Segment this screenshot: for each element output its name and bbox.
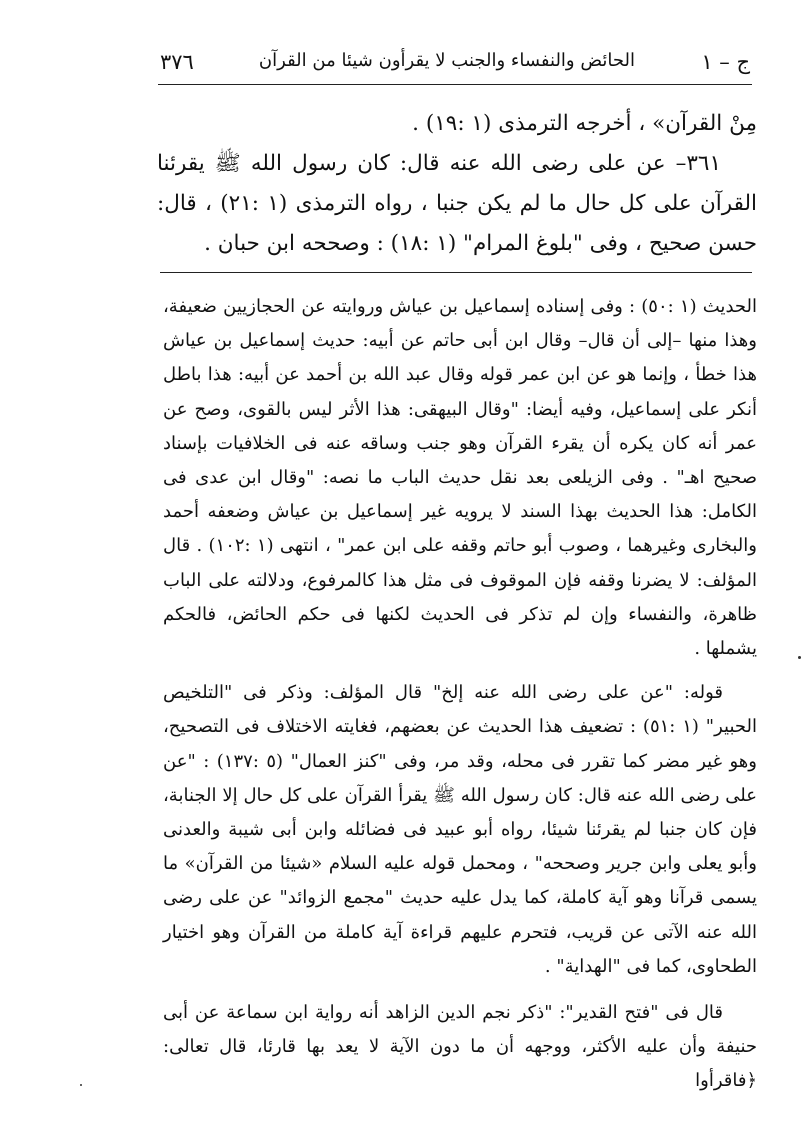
page-header — [160, 48, 750, 82]
footnote-separator-rule — [160, 272, 752, 273]
volume-label: ج – ١ — [701, 50, 750, 74]
scan-speck — [80, 1084, 82, 1086]
scan-speck — [798, 656, 801, 659]
header-rule — [158, 84, 752, 85]
commentary-paragraph-3: قال فى "فتح القدير": "ذكر نجم الدين الزاهد أنه رواية ابن سماعة عن أبى حنيفة وأن عليه الأكثر، ووجهه أن ما دون الآية لا يعد بها قارئا، قال تعالى: ﴿فاقرأوا — [163, 1002, 757, 1092]
main-paragraph-1: مِنْ القرآن» ، أخرجه الترمذى (١ :١٩) . — [412, 111, 757, 136]
hadith-361: ٣٦١– عن على رضى الله عنه قال: كان رسول الله ﷺ يقرئنا القرآن على كل حال ما لم يكن جنبا ، رواه الترمذى (١ :٢١) ، قال: حسن صحيح ، وفى "بلوغ المرام" (١ :١٨) : وصححه ابن حبان . — [157, 151, 757, 256]
commentary-text — [163, 290, 757, 1099]
running-title: الحائض والنفساء والجنب لا يقرأون شيئا من القرآن — [258, 50, 635, 71]
main-text — [157, 104, 757, 264]
commentary-paragraph-1: الحديث (١ :٥٠) : وفى إسناده إسماعيل بن عياش وروايته عن الحجازيين ضعيفة، وهذا منها –إلى أن قال– وقال ابن أبى حاتم عن أبيه: حديث إسماعيل بن عياش هذا خطأ ، وإنما هو عن ابن عمر قوله وقال عبد الله بن أحمد عن أبيه: هذا باطل أنكر على إسماعيل، وفيه أيضا: "وقال البيهقى: هذا الأثر ليس بالقوى، وصح عن عمر أنه كان يكره أن يقرء القرآن وهو جنب وساقه عنه فى الخلافيات بإسناد صحيح اهـ" . وفى الزيلعى بعد نقل حديث الباب ما نصه: "وقال ابن عدى فى الكامل: هذا الحديث بهذا السند لا يرويه غير إسماعيل بن عياش وضعفه أحمد والبخارى وغيرهما ، وصوب أبو حاتم وقفه على ابن عمر" ، انتهى (١ :١٠٢) . قال المؤلف: لا يضرنا وقفه فإن الموقوف فى مثل هذا كالمرفوع، ودلالته على الباب ظاهرة، والنفساء وإن لم تذكر فى الحديث لكنها فى حكم الحائض، فالحكم يشملها . — [163, 296, 757, 660]
page-number: ٣٧٦ — [160, 50, 194, 74]
commentary-paragraph-2: قوله: "عن على رضى الله عنه إلخ" قال المؤلف: وذكر فى "التلخيص الحبير" (١ :٥١) : تضعيف هذا الحديث عن بعضهم، فغايته الاختلاف فى التصحيح، وهو غير مضر كما تقرر فى محله، وقد مر، وفى "كنز العمال" (٥ :١٣٧) : "عن على رضى الله عنه قال: كان رسول الله ﷺ يقرأ القرآن على كل حال إلا الجنابة، فإن كان جنبا لم يقرئنا شيئا، رواه أبو عبيد فى فضائله وابن أبى شيبة والعدنى وأبو يعلى وابن جرير وصححه" ، ومحمل قوله عليه السلام «شيئا من القرآن» ما يسمى قرآنا وهو آية كاملة، كما يدل عليه حديث "مجمع الزوائد" عن على رضى الله عنه الآتى عن قريب، فتحرم عليهم قراءة آية كاملة من القرآن وهو اختيار الطحاوى، كما فى "الهداية" . — [163, 682, 757, 977]
